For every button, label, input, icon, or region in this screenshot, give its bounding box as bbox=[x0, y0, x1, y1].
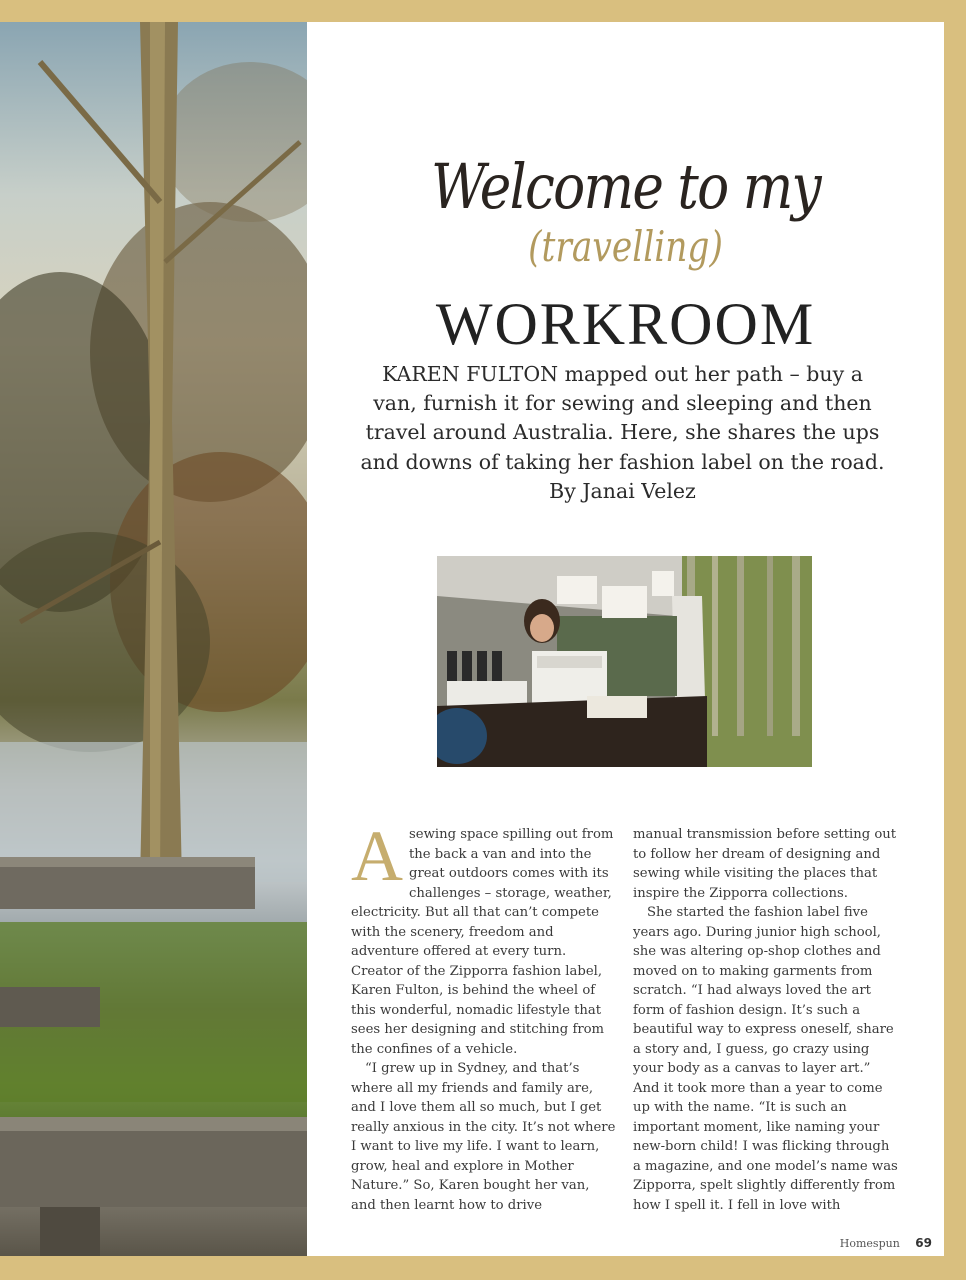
publication-name: Homespun bbox=[839, 1237, 900, 1250]
headline-workroom: WORKROOM bbox=[435, 291, 816, 357]
standfirst-text: KAREN FULTON mapped out her path – buy a van, furnish it for sewing and sleeping and then travel around Australia. Here, she shares the ups and downs of taking her fashion label on the road. bbox=[360, 362, 885, 474]
article-column-2 bbox=[633, 825, 899, 1215]
dropcap: A bbox=[351, 816, 403, 896]
paragraph: “I grew up in Sydney, and that’s where all my friends and family are, and I love them all so much, but I get really anxious in the city. It’s not where I want to live my life. I want to learn, grow, heal and explore in Mother Nature.” So, Karen bought her van, and then learnt how to drive bbox=[351, 1061, 616, 1213]
magazine-page bbox=[0, 22, 944, 1256]
headline-welcome: Welcome to my bbox=[431, 150, 820, 223]
tree-lake-illustration bbox=[0, 22, 307, 1256]
paragraph bbox=[351, 816, 617, 1059]
page-footer bbox=[840, 1236, 932, 1250]
article-column-1 bbox=[351, 816, 617, 1215]
landscape-photo bbox=[0, 22, 307, 1256]
van-interior-illustration bbox=[437, 556, 812, 767]
paragraph: manual transmission before setting out to follow her dream of designing and sewing while visiting the places that inspire the Zipporra collections. bbox=[633, 827, 897, 901]
paragraph-text: sewing space spilling out from the back a van and into the great outdoors comes with its challenges – storage, weather, electricity. But all that can’t compete with the scenery, freedom and adventure offered at every turn. Creator of the Zipporra fashion label, Karen Fulton, is behind the wheel of this wonderful, nomadic lifestyle that sees her designing and stitching from the confines of a vehicle. bbox=[351, 827, 614, 1057]
standfirst bbox=[360, 360, 885, 506]
page-number: 69 bbox=[915, 1236, 932, 1250]
paragraph: She started the fashion label five years ago. During junior high school, she was altering op-shop clothes and moved on to making garments from scratch. “I had always loved the art form of fashion design. It’s such a beautiful way to express oneself, share a story and, I guess, go crazy using your body as a canvas to layer art.” And it took more than a year to come up with the name. “It is such an important moment, like naming your new-born child! I was flicking through a magazine, and one model’s name was Zipporra, spelt slightly differently from how I spell it. I fell in love with bbox=[633, 905, 898, 1213]
byline: By Janai Velez bbox=[549, 478, 696, 503]
headline-travelling: (travelling) bbox=[528, 222, 723, 271]
van-workroom-photo bbox=[437, 556, 812, 767]
